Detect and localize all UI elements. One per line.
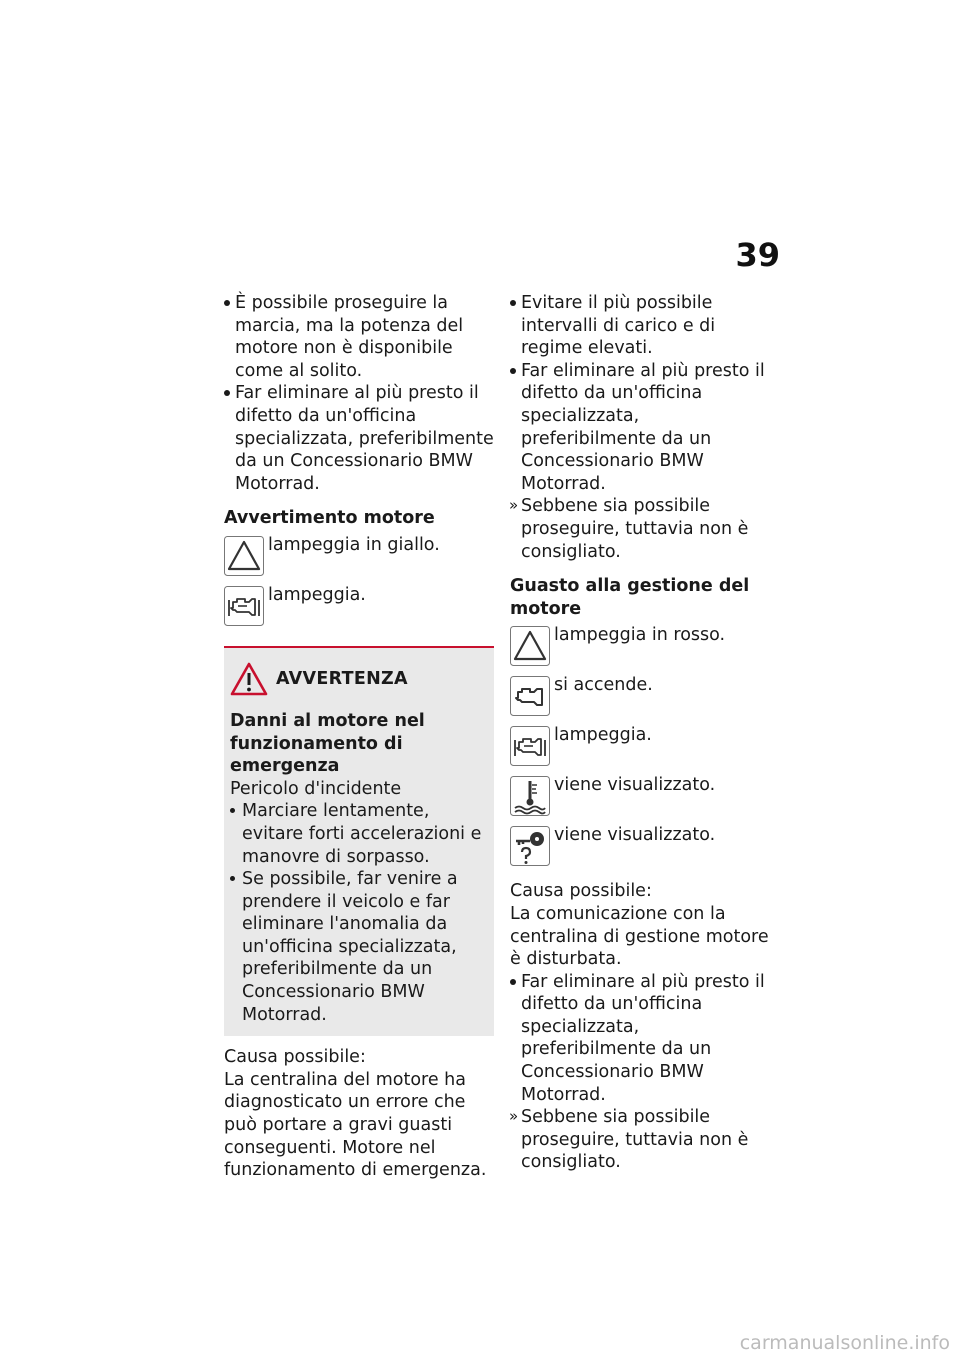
indicator-text: lampeggia in rosso. — [554, 625, 726, 646]
coolant-temperature-icon — [510, 776, 550, 816]
result-item: » Sebbene sia possibile proseguire, tuttavia non è consigliato. — [510, 495, 772, 563]
warning-icon — [230, 662, 268, 696]
indicator-text: lampeggia in giallo. — [268, 534, 440, 555]
warning-box — [224, 646, 494, 1036]
indicator-row — [224, 584, 494, 630]
warning-title: AVVERTENZA — [276, 668, 408, 689]
indicator-text: lampeggia. — [268, 584, 366, 605]
indicator-text: lampeggia. — [554, 725, 652, 746]
footer-watermark: carmanualsonline.info — [739, 1332, 950, 1354]
right-column — [510, 292, 772, 1174]
indicator-row — [510, 824, 772, 870]
list-item: Evitare il più possibile intervalli di carico e di regime elevati. — [510, 292, 772, 360]
section-title-engine-fault: Guasto alla gestione del motore — [510, 576, 750, 619]
left-column — [224, 292, 494, 1182]
indicator-row — [510, 674, 772, 720]
warning-subtitle: Danni al motore nel funzionamento di emergenza — [230, 710, 425, 777]
indicator-row — [224, 534, 494, 580]
key-question-icon — [510, 826, 550, 866]
engine-electronics-icon — [224, 586, 264, 626]
cause-text: La centralina del motore ha diagnosticato un errore che può portare a gravi guasti conseguenti. Motore nel funzionamento di emergenza. — [224, 1069, 487, 1181]
result-item: » Sebbene sia possibile proseguire, tuttavia non è consigliato. — [510, 1106, 772, 1174]
indicator-text: si accende. — [554, 675, 653, 696]
list-item: Far eliminare al più presto il difetto da un'officina specializzata, preferibilmente da un Concessionario BMW Motorrad. — [510, 360, 772, 496]
list-item: È possibile proseguire la marcia, ma la potenza del motore non è disponibile come al solito. — [224, 292, 494, 382]
cause-text: La comunicazione con la centralina di gestione motore è disturbata. — [510, 903, 769, 970]
cause-label: Causa possibile: — [510, 881, 652, 902]
list-item: Marciare lentamente, evitare forti accelerazioni e manovre di sorpasso. — [230, 800, 488, 868]
list-item: Far eliminare al più presto il difetto da un'officina specializzata, preferibilmente da un Concessionario BMW Motorrad. — [224, 382, 494, 495]
cause-label: Causa possibile: — [224, 1047, 366, 1068]
indicator-row — [510, 774, 772, 820]
page-number: 39 — [735, 236, 780, 274]
warning-triangle-icon — [224, 536, 264, 576]
warning-risk: Pericolo d'incidente — [230, 778, 402, 799]
warning-triangle-icon — [510, 626, 550, 666]
engine-electronics-icon — [510, 726, 550, 766]
indicator-row — [510, 624, 772, 670]
engine-icon — [510, 676, 550, 716]
section-title-engine-warning: Avvertimento motore — [224, 508, 435, 529]
indicator-row — [510, 724, 772, 770]
indicator-text: viene visualizzato. — [554, 825, 716, 846]
list-item: Se possibile, far venire a prendere il veicolo e far eliminare l'anomalia da un'officina specializzata, preferibilmente da un Concessionario BMW Motorrad. — [230, 868, 488, 1026]
indicator-text: viene visualizzato. — [554, 775, 716, 796]
list-item: Far eliminare al più presto il difetto da un'officina specializzata, preferibilmente da un Concessionario BMW Motorrad. — [510, 971, 772, 1107]
